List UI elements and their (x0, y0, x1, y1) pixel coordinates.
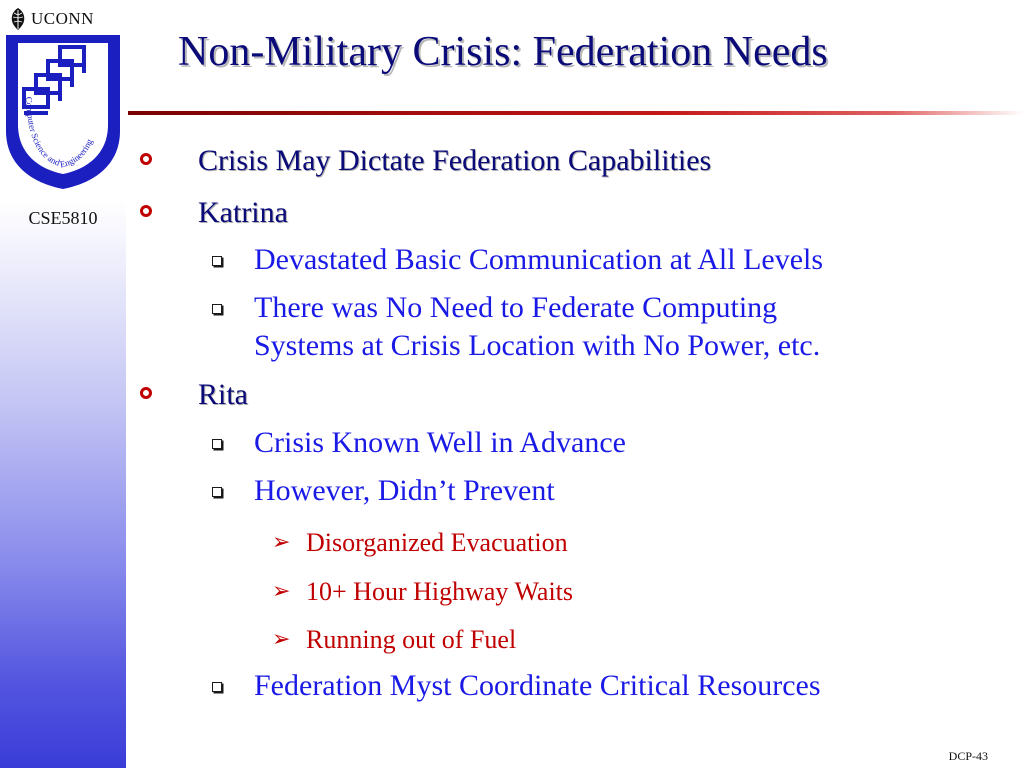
circle-bullet-icon (140, 153, 152, 165)
circle-bullet-icon (140, 205, 152, 217)
oak-leaf-icon (8, 7, 28, 31)
bullet-text: However, Didn’t Prevent (254, 474, 555, 507)
square-bullet-icon (212, 682, 222, 692)
square-bullet-icon (212, 256, 222, 266)
uconn-brand (8, 6, 94, 32)
page-number: DCP-43 (948, 749, 988, 763)
logo-ring-text: Computer Science and Engineering (24, 96, 95, 170)
bullet-text: Devastated Basic Communication at All Levels (254, 243, 824, 276)
slide-title: Non-Military Crisis: Federation Needs (178, 29, 828, 75)
title-divider (128, 111, 1024, 115)
square-bullet-icon (212, 304, 222, 314)
bullet-text-line2: Systems at Crisis Location with No Power, etc. (254, 329, 821, 362)
bullet-text: 10+ Hour Highway Waits (306, 577, 574, 606)
bullet-text: Federation Myst Coordinate Critical Resources (254, 669, 821, 702)
arrow-bullet-icon: ➢ (272, 578, 291, 603)
circle-bullet-icon (140, 387, 152, 399)
bullet-text: Katrina (198, 196, 288, 229)
square-bullet-icon (212, 487, 222, 497)
bullet-text: Running out of Fuel (306, 625, 517, 654)
cse-logo (2, 33, 126, 191)
bullet-text: Disorganized Evacuation (306, 528, 568, 557)
bullet-text: Crisis May Dictate Federation Capabilities (198, 144, 712, 177)
square-bullet-icon (212, 439, 222, 449)
bullet-text-line1: There was No Need to Federate Computing (254, 291, 778, 324)
arrow-bullet-icon: ➢ (272, 626, 291, 651)
uconn-label: UCONN (31, 9, 94, 28)
arrow-bullet-icon: ➢ (272, 529, 291, 554)
course-code: CSE5810 (28, 208, 98, 228)
sidebar (0, 0, 126, 768)
bullet-text: Crisis Known Well in Advance (254, 426, 626, 459)
bullet-text: Rita (198, 378, 248, 411)
